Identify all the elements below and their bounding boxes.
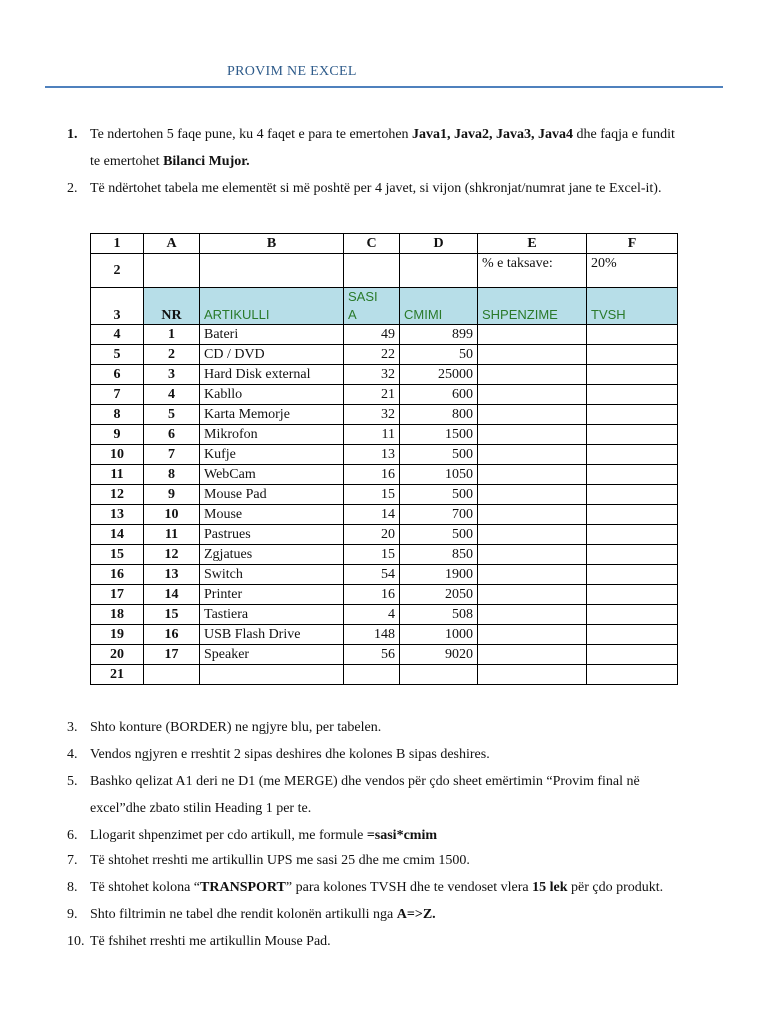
item-tvsh bbox=[587, 545, 678, 565]
item-name: CD / DVD bbox=[200, 345, 344, 365]
item-nr: 10 bbox=[144, 505, 200, 525]
item-quantity: 11 bbox=[344, 425, 400, 445]
item-nr: 5 bbox=[144, 405, 200, 425]
empty-cell bbox=[400, 665, 478, 685]
q3-number: 3. bbox=[67, 720, 78, 735]
item-expense bbox=[478, 445, 587, 465]
header-artikulli bbox=[200, 288, 344, 325]
item-tvsh bbox=[587, 385, 678, 405]
item-nr: 14 bbox=[144, 585, 200, 605]
table-row bbox=[91, 365, 678, 385]
item-expense bbox=[478, 345, 587, 365]
q5-number: 5. bbox=[67, 774, 78, 789]
item-nr: 8 bbox=[144, 465, 200, 485]
document-title: PROVIM NE EXCEL bbox=[227, 64, 357, 79]
item-quantity: 56 bbox=[344, 645, 400, 665]
q7-text: Të shtohet rreshti me artikullin UPS me sasi 25 dhe me cmim 1500. bbox=[90, 853, 470, 868]
item-expense bbox=[478, 405, 587, 425]
item-tvsh bbox=[587, 625, 678, 645]
item-tvsh bbox=[587, 485, 678, 505]
q1-line2-a: te emertohet bbox=[90, 154, 164, 169]
item-quantity: 54 bbox=[344, 565, 400, 585]
q8-text-a: Të shtohet kolona “ bbox=[90, 880, 201, 895]
q7-number: 7. bbox=[67, 853, 78, 868]
q5-line2: excel”dhe zbato stilin Heading 1 per te. bbox=[90, 801, 312, 816]
item-quantity: 13 bbox=[344, 445, 400, 465]
item-name: Kabllo bbox=[200, 385, 344, 405]
item-quantity: 16 bbox=[344, 585, 400, 605]
header-sasia-line1: SASI bbox=[348, 289, 378, 304]
item-quantity: 32 bbox=[344, 365, 400, 385]
item-expense bbox=[478, 505, 587, 525]
item-tvsh bbox=[587, 505, 678, 525]
header-nr: NR bbox=[144, 288, 200, 325]
item-quantity: 15 bbox=[344, 485, 400, 505]
item-name: Speaker bbox=[200, 645, 344, 665]
table-row bbox=[91, 605, 678, 625]
q8-text-c: ” para kolones TVSH dhe te vendoset vlera bbox=[285, 880, 533, 895]
header-cmimi bbox=[400, 288, 478, 325]
item-nr: 7 bbox=[144, 445, 200, 465]
item-expense bbox=[478, 625, 587, 645]
empty-cell bbox=[344, 254, 400, 288]
empty-cell bbox=[144, 665, 200, 685]
q9-number: 9. bbox=[67, 907, 78, 922]
q6-text bbox=[90, 822, 437, 849]
empty-cell bbox=[200, 665, 344, 685]
table-row bbox=[91, 485, 678, 505]
table-row bbox=[91, 565, 678, 585]
q1-number: 1. bbox=[67, 127, 78, 142]
row-number: 17 bbox=[91, 585, 144, 605]
col-header-d: D bbox=[400, 234, 478, 254]
header-artikulli-text: ARTIKULLI bbox=[204, 307, 270, 322]
col-header-a: A bbox=[144, 234, 200, 254]
item-price: 508 bbox=[400, 605, 478, 625]
col-header-b: B bbox=[200, 234, 344, 254]
item-price: 899 bbox=[400, 325, 478, 345]
item-price: 2050 bbox=[400, 585, 478, 605]
item-nr: 4 bbox=[144, 385, 200, 405]
row-number: 6 bbox=[91, 365, 144, 385]
item-quantity: 148 bbox=[344, 625, 400, 645]
item-nr: 11 bbox=[144, 525, 200, 545]
row-number: 12 bbox=[91, 485, 144, 505]
item-expense bbox=[478, 545, 587, 565]
item-quantity: 15 bbox=[344, 545, 400, 565]
column-header-row bbox=[91, 234, 678, 254]
row-number: 3 bbox=[91, 288, 144, 325]
q9-text-b: A=>Z. bbox=[396, 907, 436, 922]
row-number: 16 bbox=[91, 565, 144, 585]
item-quantity: 14 bbox=[344, 505, 400, 525]
item-price: 50 bbox=[400, 345, 478, 365]
item-name: Bateri bbox=[200, 325, 344, 345]
header-sasia-line2: A bbox=[348, 307, 357, 322]
item-nr: 9 bbox=[144, 485, 200, 505]
item-expense bbox=[478, 525, 587, 545]
header-shpenzime-text: SHPENZIME bbox=[482, 307, 558, 322]
item-name: Mikrofon bbox=[200, 425, 344, 445]
item-name: Tastiera bbox=[200, 605, 344, 625]
row-number: 13 bbox=[91, 505, 144, 525]
item-nr: 13 bbox=[144, 565, 200, 585]
excel-table bbox=[90, 233, 678, 685]
q1-line1-b: Java1, Java2, Java3, Java4 bbox=[412, 127, 574, 142]
q5-text bbox=[90, 768, 730, 822]
q8-text-d: 15 lek bbox=[532, 880, 568, 895]
header-sasia bbox=[344, 288, 400, 325]
empty-cell bbox=[200, 254, 344, 288]
item-name: Pastrues bbox=[200, 525, 344, 545]
empty-row bbox=[91, 665, 678, 685]
item-name: Mouse Pad bbox=[200, 485, 344, 505]
empty-cell bbox=[478, 665, 587, 685]
item-expense bbox=[478, 465, 587, 485]
item-expense bbox=[478, 425, 587, 445]
row-number: 1 bbox=[91, 234, 144, 254]
q1-text bbox=[90, 121, 730, 175]
item-nr: 17 bbox=[144, 645, 200, 665]
empty-cell bbox=[144, 254, 200, 288]
item-quantity: 20 bbox=[344, 525, 400, 545]
q6-number: 6. bbox=[67, 828, 78, 843]
header-shpenzime bbox=[478, 288, 587, 325]
col-header-c: C bbox=[344, 234, 400, 254]
item-tvsh bbox=[587, 405, 678, 425]
item-price: 1500 bbox=[400, 425, 478, 445]
row-number: 4 bbox=[91, 325, 144, 345]
item-price: 25000 bbox=[400, 365, 478, 385]
row-number: 14 bbox=[91, 525, 144, 545]
row-number: 21 bbox=[91, 665, 144, 685]
item-expense bbox=[478, 325, 587, 345]
col-header-e: E bbox=[478, 234, 587, 254]
header-cmimi-text: CMIMI bbox=[404, 307, 443, 322]
item-tvsh bbox=[587, 425, 678, 445]
q1-line1-a: Te ndertohen 5 faqe pune, ku 4 faqet e para te emertohen bbox=[90, 127, 413, 142]
item-expense bbox=[478, 485, 587, 505]
item-nr: 12 bbox=[144, 545, 200, 565]
row-number: 11 bbox=[91, 465, 144, 485]
item-tvsh bbox=[587, 345, 678, 365]
q2-number: 2. bbox=[67, 181, 78, 196]
item-name: Mouse bbox=[200, 505, 344, 525]
item-expense bbox=[478, 645, 587, 665]
item-expense bbox=[478, 565, 587, 585]
header-tvsh-text: TVSH bbox=[591, 307, 626, 322]
item-tvsh bbox=[587, 445, 678, 465]
table-body bbox=[91, 325, 678, 665]
item-tvsh bbox=[587, 645, 678, 665]
q6-formula: =sasi*cmim bbox=[366, 828, 438, 843]
empty-cell bbox=[344, 665, 400, 685]
table-row bbox=[91, 345, 678, 365]
item-nr: 16 bbox=[144, 625, 200, 645]
header-tvsh bbox=[587, 288, 678, 325]
item-expense bbox=[478, 365, 587, 385]
q8-text bbox=[90, 874, 663, 901]
item-quantity: 32 bbox=[344, 405, 400, 425]
table-row bbox=[91, 385, 678, 405]
tax-value: 20% bbox=[587, 254, 678, 288]
item-nr: 6 bbox=[144, 425, 200, 445]
field-header-row bbox=[91, 288, 678, 325]
row-number: 7 bbox=[91, 385, 144, 405]
item-tvsh bbox=[587, 365, 678, 385]
q10-number: 10. bbox=[67, 934, 85, 949]
q8-text-b: TRANSPORT bbox=[200, 880, 286, 895]
item-expense bbox=[478, 605, 587, 625]
tax-row bbox=[91, 254, 678, 288]
q8-text-e: për çdo produkt. bbox=[567, 880, 664, 895]
item-price: 1050 bbox=[400, 465, 478, 485]
table-row bbox=[91, 325, 678, 345]
item-name: USB Flash Drive bbox=[200, 625, 344, 645]
table-row bbox=[91, 445, 678, 465]
item-expense bbox=[478, 385, 587, 405]
table-row bbox=[91, 465, 678, 485]
title-underline bbox=[45, 86, 723, 88]
item-nr: 1 bbox=[144, 325, 200, 345]
item-price: 500 bbox=[400, 445, 478, 465]
row-number: 5 bbox=[91, 345, 144, 365]
q2-text: Të ndërtohet tabela me elementët si më poshtë per 4 javet, si vijon (shkronjat/numrat jane te Excel-it). bbox=[90, 181, 662, 196]
item-price: 9020 bbox=[400, 645, 478, 665]
q6-text-a: Llogarit shpenzimet per cdo artikull, me formule bbox=[90, 828, 367, 843]
row-number: 9 bbox=[91, 425, 144, 445]
item-name: Printer bbox=[200, 585, 344, 605]
q3-text: Shto konture (BORDER) ne ngjyre blu, per tabelen. bbox=[90, 720, 382, 735]
q4-text: Vendos ngjyren e rreshtit 2 sipas deshires dhe kolones B sipas deshires. bbox=[90, 747, 490, 762]
item-price: 700 bbox=[400, 505, 478, 525]
item-quantity: 16 bbox=[344, 465, 400, 485]
item-price: 1900 bbox=[400, 565, 478, 585]
item-name: Karta Memorje bbox=[200, 405, 344, 425]
item-quantity: 4 bbox=[344, 605, 400, 625]
item-price: 800 bbox=[400, 405, 478, 425]
row-number: 10 bbox=[91, 445, 144, 465]
item-price: 600 bbox=[400, 385, 478, 405]
q8-number: 8. bbox=[67, 880, 78, 895]
item-price: 500 bbox=[400, 485, 478, 505]
item-price: 500 bbox=[400, 525, 478, 545]
item-tvsh bbox=[587, 605, 678, 625]
item-price: 1000 bbox=[400, 625, 478, 645]
item-price: 850 bbox=[400, 545, 478, 565]
item-nr: 2 bbox=[144, 345, 200, 365]
q5-line1: Bashko qelizat A1 deri ne D1 (me MERGE) dhe vendos për çdo sheet emërtimin “Provim final në bbox=[90, 774, 640, 789]
table-row bbox=[91, 625, 678, 645]
item-tvsh bbox=[587, 525, 678, 545]
item-name: Switch bbox=[200, 565, 344, 585]
row-number: 18 bbox=[91, 605, 144, 625]
item-tvsh bbox=[587, 465, 678, 485]
item-quantity: 22 bbox=[344, 345, 400, 365]
table-row bbox=[91, 405, 678, 425]
item-nr: 3 bbox=[144, 365, 200, 385]
item-name: Zgjatues bbox=[200, 545, 344, 565]
row-number: 19 bbox=[91, 625, 144, 645]
row-number: 8 bbox=[91, 405, 144, 425]
empty-cell bbox=[587, 665, 678, 685]
table-row bbox=[91, 425, 678, 445]
item-nr: 15 bbox=[144, 605, 200, 625]
table-row bbox=[91, 585, 678, 605]
item-expense bbox=[478, 585, 587, 605]
table-row bbox=[91, 505, 678, 525]
col-header-f: F bbox=[587, 234, 678, 254]
item-name: WebCam bbox=[200, 465, 344, 485]
item-quantity: 49 bbox=[344, 325, 400, 345]
item-name: Hard Disk external bbox=[200, 365, 344, 385]
item-tvsh bbox=[587, 565, 678, 585]
item-quantity: 21 bbox=[344, 385, 400, 405]
table-row bbox=[91, 645, 678, 665]
q9-text bbox=[90, 901, 436, 928]
row-number: 20 bbox=[91, 645, 144, 665]
q4-number: 4. bbox=[67, 747, 78, 762]
q1-line2-b: Bilanci Mujor. bbox=[163, 154, 250, 169]
row-number: 2 bbox=[91, 254, 144, 288]
empty-cell bbox=[400, 254, 478, 288]
item-tvsh bbox=[587, 585, 678, 605]
q9-text-a: Shto filtrimin ne tabel dhe rendit kolonën artikulli nga bbox=[90, 907, 397, 922]
item-tvsh bbox=[587, 325, 678, 345]
table-row bbox=[91, 545, 678, 565]
table-row bbox=[91, 525, 678, 545]
q10-text: Të fshihet rreshti me artikullin Mouse Pad. bbox=[90, 934, 331, 949]
tax-label: % e taksave: bbox=[478, 254, 587, 288]
item-name: Kufje bbox=[200, 445, 344, 465]
q1-line1-c: dhe faqja e fundit bbox=[573, 127, 675, 142]
row-number: 15 bbox=[91, 545, 144, 565]
